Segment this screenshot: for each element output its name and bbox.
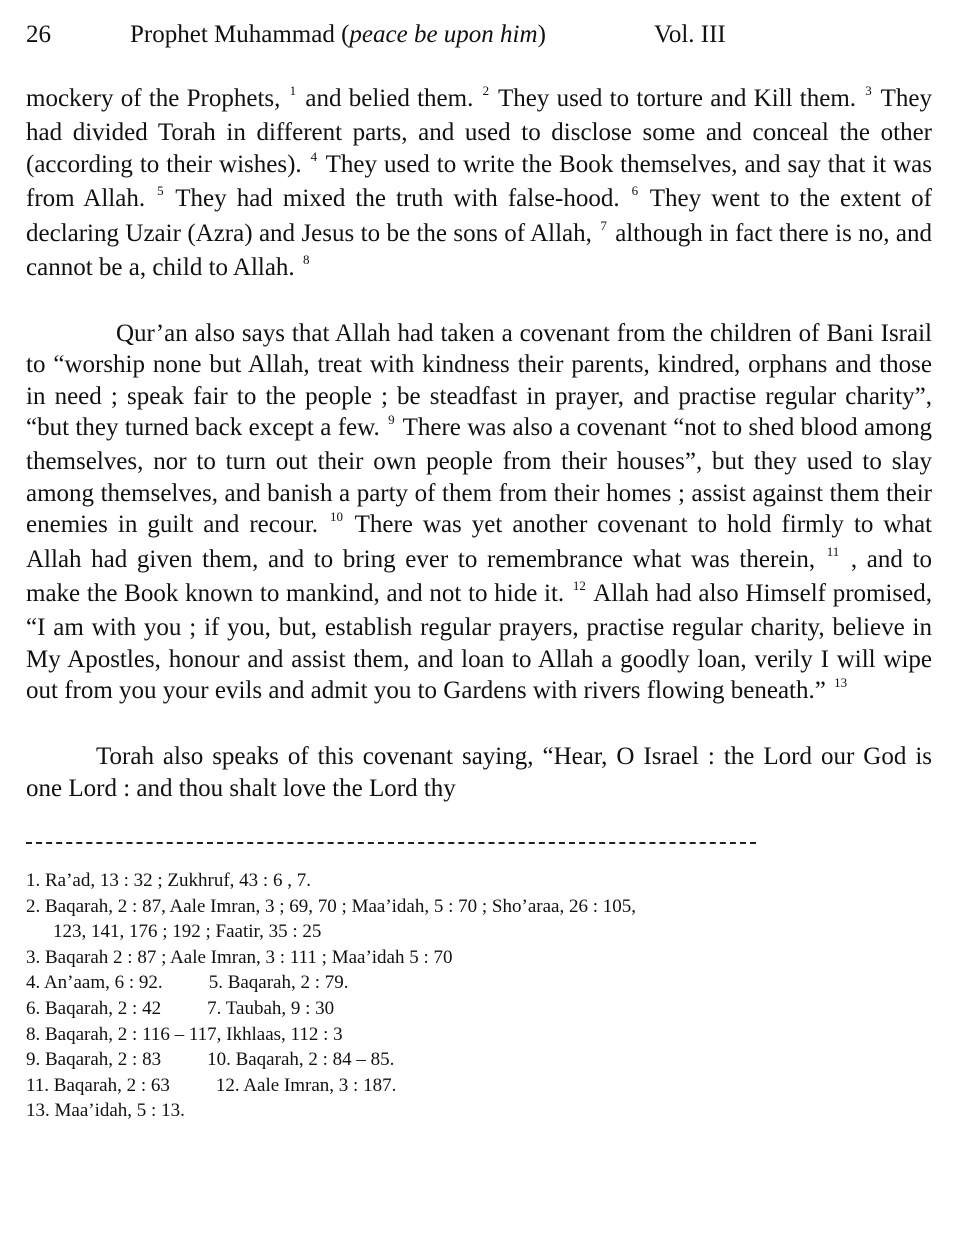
footnote-text: 13. Maa’idah, 5 : 13. (26, 1100, 185, 1122)
footnote-entry (26, 1098, 932, 1124)
footnote-text: 7. Taubah, 9 : 30 (207, 997, 335, 1019)
paragraph-text: They went to the extent of declaring Uzair (Azra) and Jesus to be the sons of Allah, (26, 185, 932, 247)
footnote-reference: 3 (865, 83, 872, 98)
body-text (26, 83, 932, 804)
paragraph-text: although in fact there is no, and cannot be a, child to Allah. (26, 219, 932, 282)
footnote-text: 3. Baqarah 2 : 87 ; Aale Imran, 3 : 111 ; Maa’idah 5 : 70 (26, 946, 453, 968)
paragraph-text: and belied them. (298, 85, 481, 112)
footnote-text: 8. Baqarah, 2 : 116 – 117, Ikhlaas, 112 : 3 (26, 1023, 343, 1045)
paragraph-text: Qur’an also says that Allah had taken a covenant from the children of Bani Israil to “worship none but Allah, treat with kindness their parents, kindred, orphans and those in need ; speak fair to the people ; be steadfast in prayer, and practise regular charity”, “but they turned back except a few. (26, 319, 932, 442)
running-header (26, 20, 932, 54)
footnote-text: 12. Aale Imran, 3 : 187. (215, 1074, 397, 1096)
footnote-reference: 1 (289, 83, 297, 98)
footnote-reference: 5 (157, 183, 164, 199)
paragraph-text: They had mixed the truth with false-hood. (165, 185, 630, 213)
footnote-text: 2. Baqarah, 2 : 87, Aale Imran, 3 ; 69, 70 ; Maa’idah, 5 : 70 ; Sho’araa, 26 : 105, (26, 895, 636, 917)
footnote-entry (26, 945, 932, 971)
footnote-text: 4. An’aam, 6 : 92. (26, 972, 163, 994)
paragraph (26, 318, 932, 710)
paragraph-text: mockery of the Prophets, (26, 85, 288, 112)
footnote-reference: 4 (310, 148, 318, 164)
footnote-reference: 9 (388, 412, 395, 428)
footnote-reference: 11 (826, 543, 840, 559)
volume-label: Vol. III (654, 21, 726, 48)
footnote-entry (26, 868, 932, 894)
footnote-text: 5. Baqarah, 2 : 79. (208, 972, 349, 994)
footnote-text: 11. Baqarah, 2 : 63 (26, 1074, 170, 1096)
paragraph-text: They used to torture and Kill them. (491, 85, 864, 112)
paragraph-text: , and to make the Book known to mankind, and not to hide it. (26, 545, 932, 608)
footnote-entry (26, 1022, 932, 1048)
page-number: 26 (26, 21, 51, 48)
footnote-text: 1. Ra’ad, 13 : 32 ; Zukhruf, 43 : 6 , 7. (26, 870, 311, 891)
footnote-entry (26, 1047, 932, 1073)
paragraph-text: They had divided Torah in different parts, and used to disclose some and conceal the other (according to their wishes). (26, 85, 932, 178)
footnote-reference: 10 (330, 509, 344, 525)
footnote-reference: 12 (572, 578, 586, 594)
book-title-italic: peace be upon him (349, 21, 538, 48)
paragraph-text: Allah had also Himself promised, “I am with you ; if you, but, establish regular prayers, practise regular charity, believe in My Apostles, honour and assist them, and loan to Allah a goodly loan, verily I will wipe out from you your evils and admit you to Gardens with rivers flowing beneath.” (26, 580, 932, 705)
footnote-text: 9. Baqarah, 2 : 83 (26, 1049, 162, 1071)
paragraph (26, 741, 932, 804)
footnote-entry (26, 894, 932, 920)
book-title-text: Prophet Muhammad ( (130, 21, 350, 48)
footnotes (26, 868, 932, 1124)
paragraph-text: There was also a covenant “not to shed blood among themselves, nor to turn out their own people from their houses”, but they used to slay among themselves, and banish a party of them from their homes ; assist against them their enemies in guilt and recour. (26, 414, 932, 539)
footnote-text: 6. Baqarah, 2 : 42 (26, 997, 162, 1019)
paragraph-text: They used to write the Book themselves, and say that it was from Allah. (26, 150, 932, 213)
book-title (130, 20, 546, 50)
footnote-reference: 2 (482, 83, 490, 98)
paragraph-text: Torah also speaks of this covenant saying, “Hear, O Israel : the Lord our God is one Lord : and thou shalt love the Lord thy (26, 743, 932, 802)
footnote-entry (26, 1073, 932, 1099)
footnote-entry (26, 919, 932, 945)
footnote-reference: 13 (834, 675, 848, 691)
footnote-reference: 7 (600, 217, 607, 233)
paragraph (26, 83, 932, 286)
footnote-separator (26, 842, 756, 844)
footnote-reference: 6 (631, 183, 639, 199)
footnote-text: 123, 141, 176 ; 192 ; Faatir, 35 : 25 (53, 921, 322, 943)
book-title-close: ) (537, 21, 546, 48)
footnote-text: 10. Baqarah, 2 : 84 – 85. (207, 1049, 395, 1071)
footnote-entry (26, 996, 932, 1022)
footnote-entry (26, 970, 932, 996)
footnote-reference: 8 (302, 252, 310, 268)
paragraph-text: There was yet another covenant to hold firmly to what Allah had given them, and to bring ever to remembrance what was therein, (26, 511, 932, 573)
